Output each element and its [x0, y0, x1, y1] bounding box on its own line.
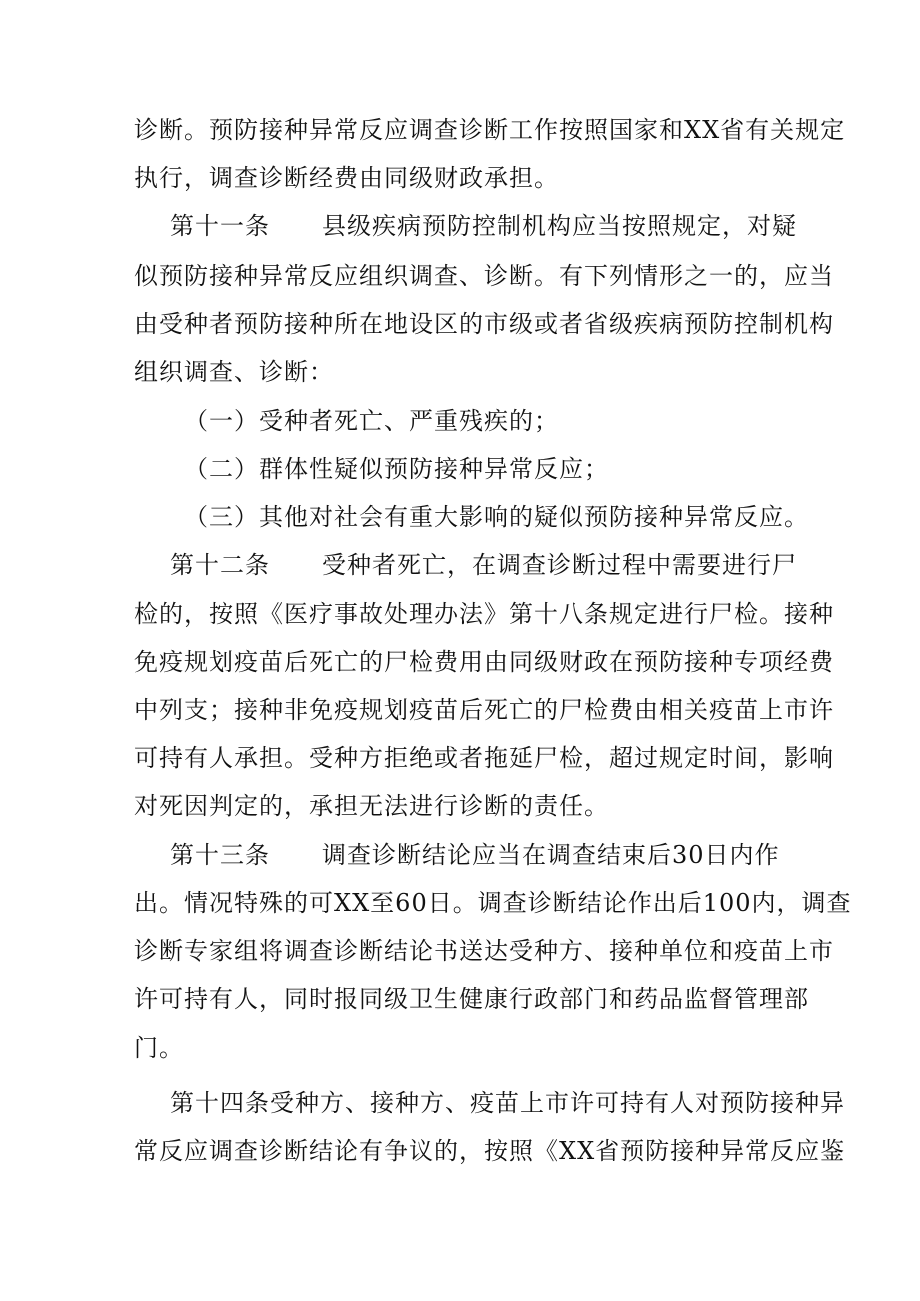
list-item	[0, 401, 920, 441]
text-line	[0, 1083, 920, 1123]
line-text: 似预防接种异常反应组织调查、诊断。有下列情形之一的，应当	[134, 262, 834, 290]
line-text: （一）受种者死亡、严重残疾的；	[184, 407, 559, 435]
list-item	[0, 497, 920, 537]
article-label: 第十二条	[170, 551, 270, 579]
line-text: 门。	[134, 1034, 184, 1062]
article-label: 第十三条	[170, 841, 270, 869]
line-text: （三）其他对社会有重大影响的疑似预防接种异常反应。	[184, 503, 809, 531]
line-text: 由受种者预防接种所在地设区的市级或者省级疾病预防控制机构	[134, 310, 834, 338]
text-line	[0, 690, 920, 730]
text-line	[0, 594, 920, 634]
article-label: 第十一条	[170, 212, 270, 240]
text-line	[0, 256, 920, 296]
line-text: 诊断。预防接种异常反应调查诊断工作按照国家和XX省有关规定	[134, 116, 846, 144]
text-line	[0, 786, 920, 826]
line-text: 受种者死亡，在调查诊断过程中需要进行尸	[322, 551, 797, 579]
text-line	[0, 158, 920, 198]
article-heading-line	[0, 206, 920, 246]
article-heading-line	[0, 835, 920, 875]
text-line	[0, 931, 920, 971]
line-text: 中列支；接种非免疫规划疫苗后死亡的尸检费由相关疫苗上市许	[134, 696, 834, 724]
text-line	[0, 352, 920, 392]
line-text: 常反应调查诊断结论有争议的，按照《XX省预防接种异常反应鉴	[134, 1137, 846, 1165]
line-text: 出。情况特殊的可XX至60日。调查诊断结论作出后100内，调查	[134, 889, 852, 917]
line-text: 检的，按照《医疗事故处理办法》第十八条规定进行尸检。接种	[134, 600, 834, 628]
text-line	[0, 738, 920, 778]
text-line	[0, 883, 920, 923]
text-line	[0, 642, 920, 682]
text-line	[0, 1131, 920, 1171]
text-line	[0, 110, 920, 150]
line-text: 对死因判定的，承担无法进行诊断的责任。	[134, 792, 609, 820]
line-text: 可持有人承担。受种方拒绝或者拖延尸检，超过规定时间，影响	[134, 744, 834, 772]
text-line	[0, 979, 920, 1019]
line-text: 组织调查、诊断：	[134, 358, 334, 386]
line-text: 调查诊断结论应当在调查结束后30日内作	[322, 841, 780, 869]
line-text: 诊断专家组将调查诊断结论书送达受种方、接种单位和疫苗上市	[134, 937, 834, 965]
line-text: （二）群体性疑似预防接种异常反应；	[184, 455, 609, 483]
text-line	[0, 304, 920, 344]
line-text: 许可持有人，同时报同级卫生健康行政部门和药品监督管理部	[134, 985, 809, 1013]
list-item	[0, 449, 920, 489]
line-text: 县级疾病预防控制机构应当按照规定，对疑	[322, 212, 797, 240]
line-text: 免疫规划疫苗后死亡的尸检费用由同级财政在预防接种专项经费	[134, 648, 834, 676]
article-heading-line	[0, 545, 920, 585]
line-text: 第十四条受种方、接种方、疫苗上市许可持有人对预防接种异	[170, 1089, 845, 1117]
line-text: 执行，调查诊断经费由同级财政承担。	[134, 164, 559, 192]
text-line	[0, 1028, 920, 1068]
